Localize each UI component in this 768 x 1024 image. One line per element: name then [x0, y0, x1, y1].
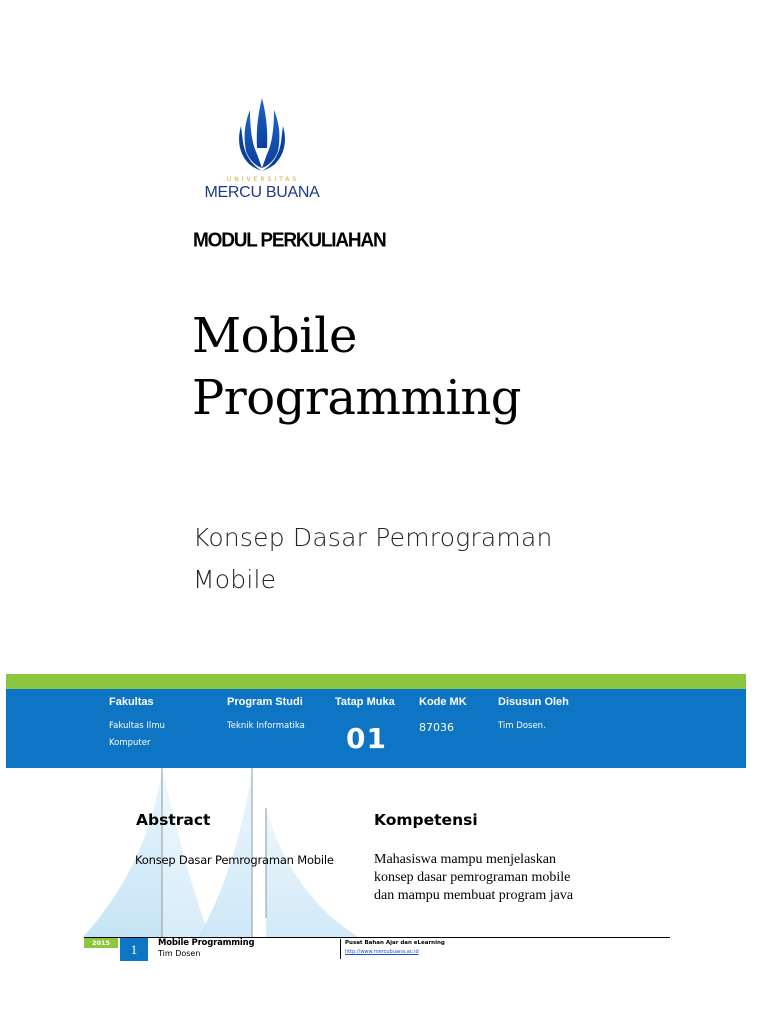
logo-university-name: MERCU BUANA [204, 184, 320, 201]
course-info-bar [6, 689, 746, 768]
program-studi-label: Program Studi [227, 696, 303, 708]
tatap-muka-label: Tatap Muka [335, 696, 395, 708]
fakultas-value [109, 718, 165, 752]
fakultas-label: Fakultas [109, 696, 154, 708]
module-label: MODUL PERKULIAHAN [193, 229, 386, 252]
mercu-buana-logo-icon [237, 96, 287, 174]
fakultas-value-line-2: Komputer [109, 738, 151, 748]
kompetensi-line-2: konsep dasar pemrograman mobile [374, 870, 571, 885]
kompetensi-line-1: Mahasiswa mampu menjelaskan [374, 852, 556, 867]
footer-page-number: 1 [120, 938, 148, 961]
logo-university-label: UNIVERSITAS [226, 176, 300, 183]
abstract-heading: Abstract [136, 811, 211, 829]
footer-year-badge: 2015 [84, 938, 118, 948]
green-accent-strip [6, 674, 746, 689]
footer-author: Tim Dosen [158, 949, 201, 958]
disusun-oleh-value: Tim Dosen. [498, 721, 546, 731]
page-title [192, 305, 521, 429]
subtitle-line-2: Mobile [193, 565, 277, 594]
footer-course-title: Mobile Programming [158, 938, 255, 948]
kompetensi-line-3: dan mampu membuat program java [374, 888, 574, 903]
kompetensi-heading: Kompetensi [374, 811, 478, 829]
title-line-2: Programming [192, 370, 521, 426]
page-subtitle [193, 517, 553, 601]
fakultas-value-line-1: Fakultas Ilmu [109, 721, 165, 731]
kode-mk-label: Kode MK [419, 696, 467, 708]
abstract-text: Konsep Dasar Pemrograman Mobile [135, 853, 334, 867]
tatap-muka-value: 01 [346, 722, 387, 755]
kompetensi-text [374, 851, 624, 905]
footer-website-link[interactable]: http://www.mercubuana.ac.id [345, 949, 419, 955]
disusun-oleh-label: Disusun Oleh [498, 696, 569, 708]
subtitle-line-1: Konsep Dasar Pemrograman [193, 523, 553, 552]
program-studi-value: Teknik Informatika [227, 721, 305, 731]
footer-center-name: Pusat Bahan Ajar dan eLearning [345, 940, 445, 946]
kode-mk-value: 87036 [419, 721, 454, 734]
footer-divider [340, 939, 341, 959]
title-line-1: Mobile [192, 308, 357, 364]
